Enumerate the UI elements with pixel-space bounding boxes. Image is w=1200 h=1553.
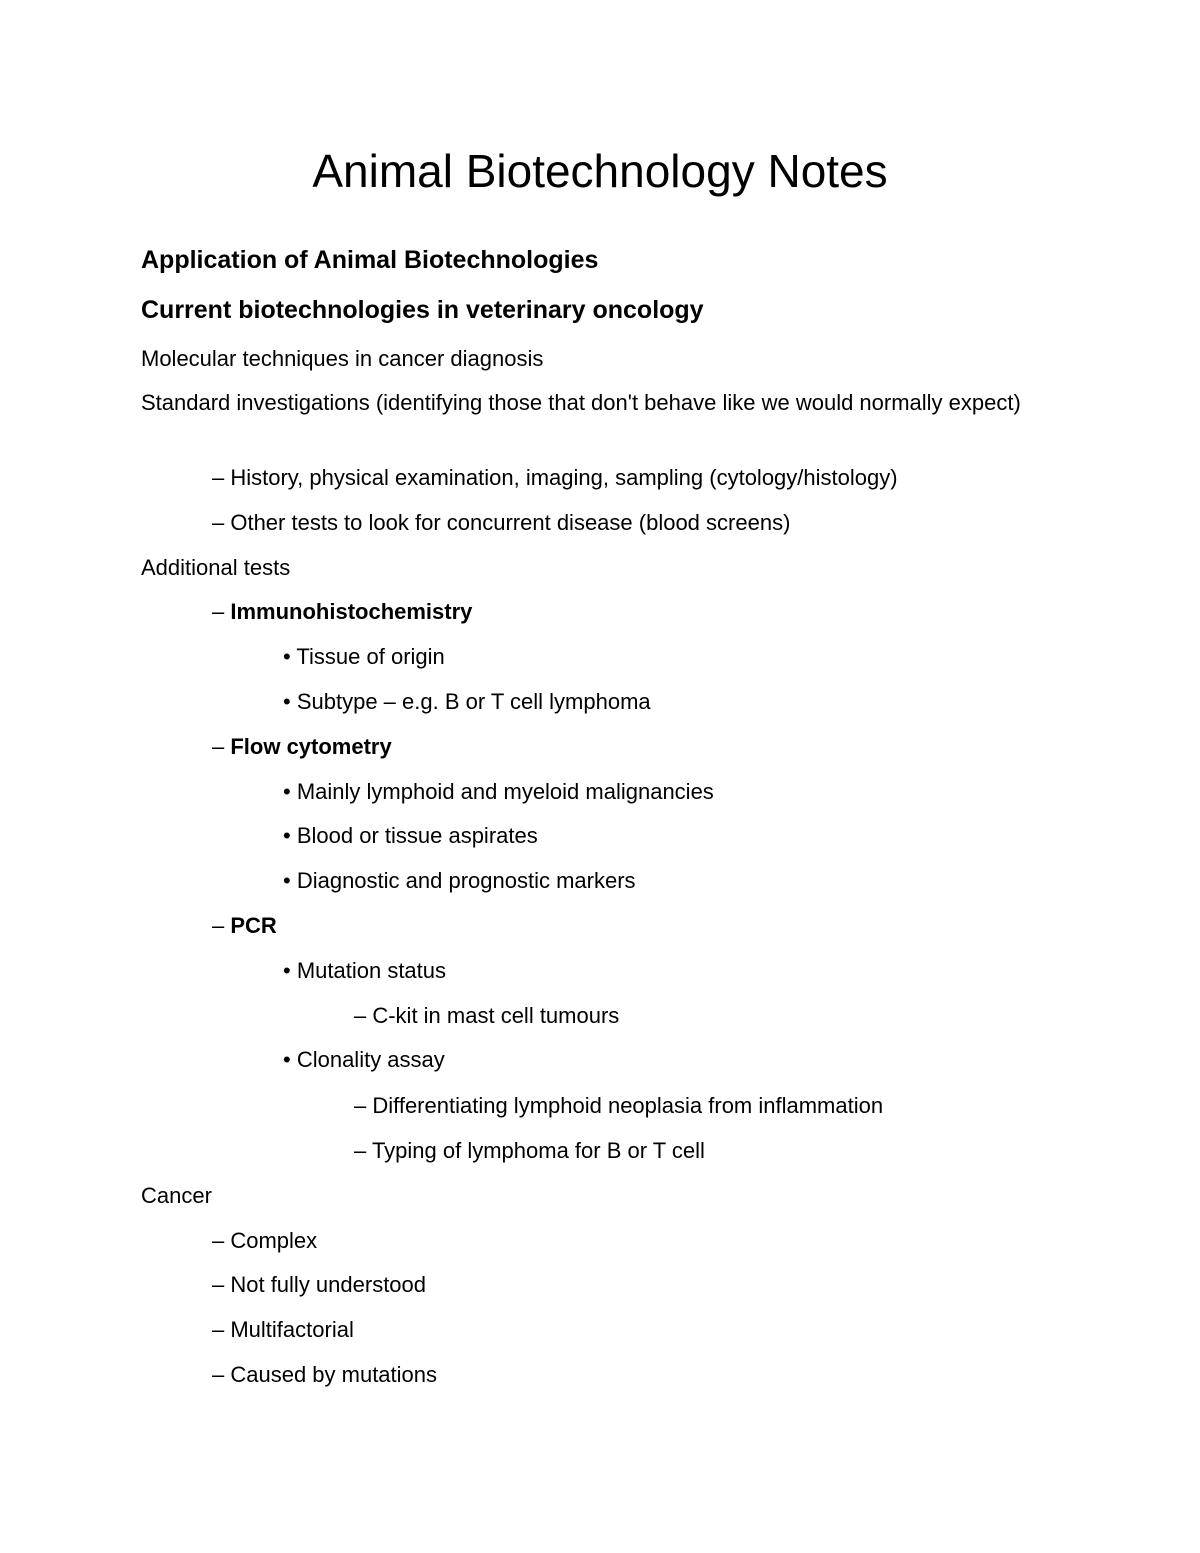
list-item-flow-cytometry	[212, 732, 392, 762]
list-item-standard-2: – Other tests to look for concurrent disease (blood screens)	[212, 510, 791, 535]
list-item-clonality-assay	[283, 1045, 445, 1075]
list-item-clonality-2: – Typing of lymphoma for B or T cell	[354, 1138, 705, 1163]
list-item-flow-1	[283, 777, 714, 807]
list-item-ihc-2	[283, 687, 651, 717]
flow-cytometry-label: Flow cytometry	[230, 734, 392, 759]
bullet-marker: •	[283, 779, 297, 804]
bullet-marker: •	[283, 644, 297, 669]
bullet-marker: •	[283, 823, 297, 848]
list-item-flow-2	[283, 821, 538, 851]
list-item-cancer-2: – Not fully understood	[212, 1272, 427, 1297]
paragraph-molecular-techniques: Molecular techniques in cancer diagnosis	[141, 346, 544, 371]
immunohistochemistry-label: Immunohistochemistry	[230, 599, 473, 624]
bullet-marker: •	[283, 689, 297, 714]
list-item-cancer-1: – Complex	[212, 1228, 318, 1253]
dash-marker: –	[212, 734, 231, 759]
list-item-cancer-4: – Caused by mutations	[212, 1362, 438, 1387]
list-item-ckit: – C-kit in mast cell tumours	[354, 1003, 620, 1028]
paragraph-cancer: Cancer	[141, 1183, 212, 1208]
document-title: Animal Biotechnology Notes	[312, 145, 888, 197]
list-item-pcr	[212, 911, 277, 941]
list-item-cancer-3: – Multifactorial	[212, 1317, 354, 1342]
flow-item-text: Diagnostic and prognostic markers	[296, 868, 636, 893]
list-item-immunohistochemistry	[212, 597, 472, 627]
list-item-mutation-status	[283, 956, 446, 986]
list-item-clonality-1: – Differentiating lymphoid neoplasia from inflammation	[354, 1093, 884, 1118]
bullet-marker: •	[283, 958, 297, 983]
pcr-clonality-text: Clonality assay	[296, 1047, 445, 1072]
section-heading-application: Application of Animal Biotechnologies	[141, 246, 599, 274]
dash-marker: –	[212, 599, 231, 624]
section-heading-oncology: Current biotechnologies in veterinary oncology	[141, 296, 704, 324]
pcr-label: PCR	[230, 913, 277, 938]
bullet-marker: •	[283, 1047, 297, 1072]
list-item-ihc-1	[283, 642, 445, 672]
paragraph-standard-investigations: Standard investigations (identifying those that don't behave like we would normally expect)	[141, 390, 1021, 415]
ihc-item-text: Tissue of origin	[296, 644, 445, 669]
flow-item-text: Mainly lymphoid and myeloid malignancies	[296, 779, 714, 804]
dash-marker: –	[212, 913, 231, 938]
bullet-marker: •	[283, 868, 297, 893]
paragraph-additional-tests: Additional tests	[141, 555, 291, 580]
list-item-standard-1: – History, physical examination, imaging, sampling (cytology/histology)	[212, 465, 898, 490]
pcr-mutation-text: Mutation status	[296, 958, 447, 983]
flow-item-text: Blood or tissue aspirates	[296, 823, 538, 848]
list-item-flow-3	[283, 866, 636, 896]
ihc-item-text: Subtype – e.g. B or T cell lymphoma	[296, 689, 651, 714]
